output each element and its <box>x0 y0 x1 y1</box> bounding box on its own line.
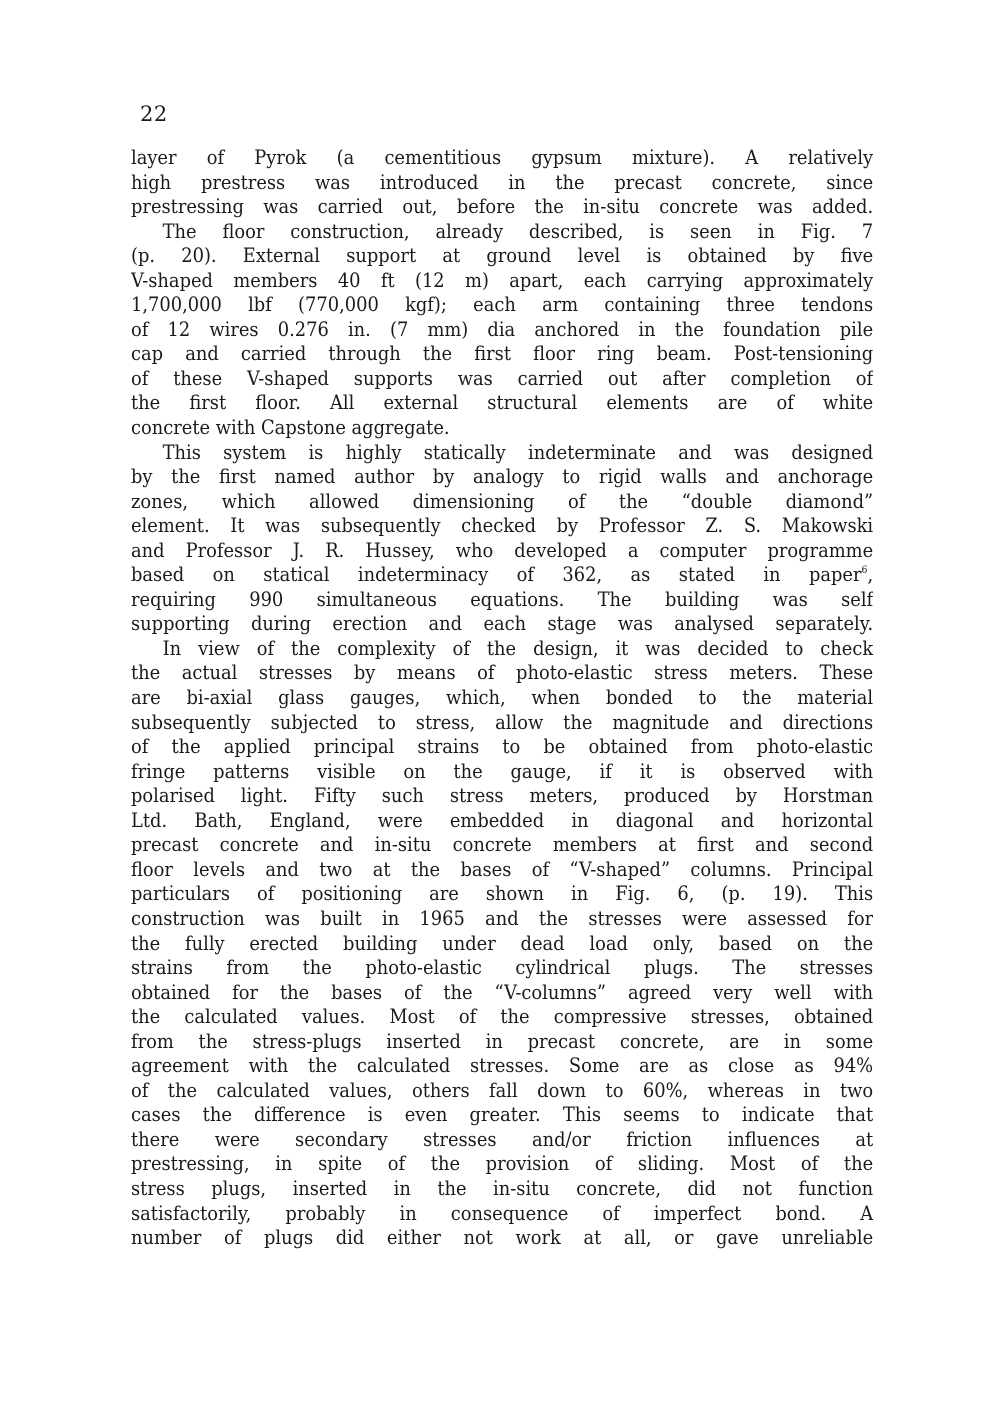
paragraph-2 <box>131 219 874 441</box>
page-number: 22 <box>140 102 168 126</box>
text-line: This system is highly statically indeterminate and was designed <box>162 440 874 464</box>
text-line: prestressing was carried out, before the in-situ concrete was added. <box>131 195 874 219</box>
text-line: layer of Pyrok (a cementitious gypsum mixture). A relatively <box>131 146 874 169</box>
text-line: requiring 990 simultaneous equations. The building was self <box>131 587 874 611</box>
text-line: supporting during erection and each stage was analysed separately. <box>131 612 874 636</box>
text-line: the fully erected building under dead load only, based on the <box>131 931 874 955</box>
text-line: strains from the photo-elastic cylindrical plugs. The stresses <box>131 956 874 980</box>
text-line: satisfactorily, probably in consequence of imperfect bond. A <box>131 1201 874 1225</box>
text-line: construction was built in 1965 and the stresses were assessed for <box>131 906 874 930</box>
footnote-reference: 6 <box>861 565 868 577</box>
text-line: the first floor. All external structural elements are of white <box>131 391 874 415</box>
paragraph-4 <box>131 636 874 1251</box>
footnote-punctuation: , <box>867 563 874 587</box>
text-line: The floor construction, already described, is seen in Fig. 7 <box>162 219 874 243</box>
text-line: of the applied principal strains to be obtained from photo-elastic <box>131 735 874 759</box>
line-text: based on statical indeterminacy of 362, as stated in paper <box>131 563 862 587</box>
text-line: polarised light. Fifty such stress meters, produced by Horstman <box>131 784 874 808</box>
text-line: prestressing, in spite of the provision of sliding. Most of the <box>131 1152 874 1176</box>
text-line: of the calculated values, others fall down to 60%, whereas in two <box>131 1078 874 1102</box>
text-line: number of plugs did either not work at all, or gave unreliable <box>131 1226 874 1250</box>
text-line: precast concrete and in-situ concrete members at first and second <box>131 833 874 857</box>
text-line: floor levels and two at the bases of “V-shaped” columns. Principal <box>131 857 874 881</box>
text-line: element. It was subsequently checked by Professor Z. S. Makowski <box>131 514 874 538</box>
text-line: V-shaped members 40 ft (12 m) apart, each carrying approximately <box>131 268 874 292</box>
text-line: fringe patterns visible on the gauge, if it is observed with <box>131 759 874 783</box>
body-text <box>131 146 874 1251</box>
text-line: agreement with the calculated stresses. Some are as close as 94% <box>131 1054 874 1078</box>
paragraph-1 <box>131 146 874 220</box>
text-line: and Professor J. R. Hussey, who developed a computer programme <box>131 538 874 562</box>
text-line: from the stress-plugs inserted in precast concrete, are in some <box>131 1029 874 1053</box>
text-line: of these V-shaped supports was carried out after completion of <box>131 366 874 390</box>
text-line-with-footnote <box>131 563 873 588</box>
text-line: concrete with Capstone aggregate. <box>131 416 450 440</box>
text-line: zones, which allowed dimensioning of the “double diamond” <box>131 489 874 513</box>
text-line: are bi-axial glass gauges, which, when bonded to the material <box>131 686 874 710</box>
text-line: the calculated values. Most of the compressive stresses, obtained <box>131 1005 874 1029</box>
paragraph-3 <box>131 440 874 637</box>
text-line: the actual stresses by means of photo-elastic stress meters. These <box>131 661 874 685</box>
text-line: there were secondary stresses and/or friction influences at <box>131 1127 874 1151</box>
text-line: cap and carried through the first floor ring beam. Post-tensioning <box>131 342 874 366</box>
text-line: high prestress was introduced in the precast concrete, since <box>131 170 874 194</box>
text-line: In view of the complexity of the design, it was decided to check <box>162 636 874 660</box>
text-line: stress plugs, inserted in the in-situ concrete, did not function <box>131 1176 874 1200</box>
text-line: Ltd. Bath, England, were embedded in diagonal and horizontal <box>131 808 874 832</box>
text-line: of 12 wires 0.276 in. (7 mm) dia anchored in the foundation pile <box>131 317 874 341</box>
text-line: cases the difference is even greater. This seems to indicate that <box>131 1103 874 1127</box>
text-line: particulars of positioning are shown in Fig. 6, (p. 19). This <box>131 882 874 906</box>
text-line: 1,700,000 lbf (770,000 kgf); each arm containing three tendons <box>131 293 874 317</box>
text-line: by the first named author by analogy to rigid walls and anchorage <box>131 465 874 489</box>
text-line: obtained for the bases of the “V-columns” agreed very well with <box>131 980 874 1004</box>
text-line: subsequently subjected to stress, allow the magnitude and directions <box>131 710 874 734</box>
text-line: (p. 20). External support at ground level is obtained by five <box>131 244 874 268</box>
